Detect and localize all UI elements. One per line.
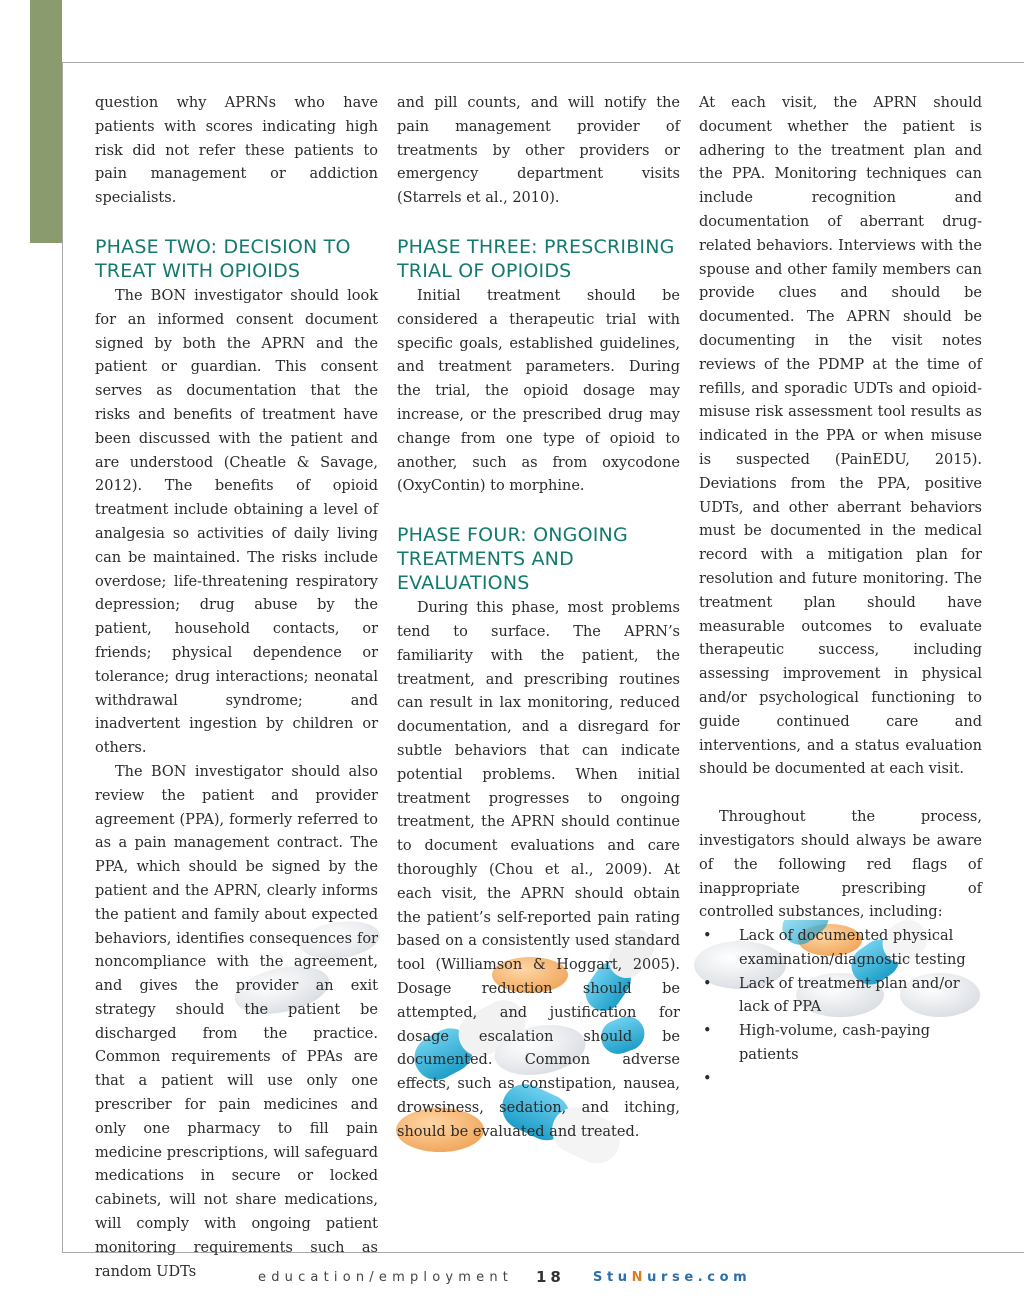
section-color-bar — [30, 0, 62, 243]
column-2 — [397, 92, 680, 1144]
section-heading: PHASE THREE: PRESCRIBING TRIAL OF OPIOIDS — [397, 235, 675, 282]
top-rule — [62, 62, 1024, 63]
page-number: 18 — [536, 1268, 565, 1286]
list-item: • High-volume, cash-paying patients — [699, 1020, 982, 1068]
column-3 — [699, 92, 982, 1087]
paragraph: At each visit, the APRN should document whether the patient is adhering to the treatment plan and the PPA. Monitoring techniques can include recognition and documentation of aberrant drug-related behaviors. Interviews with the spouse and other family members can provide clues and should be documented. The APRN should be documenting in the visit notes reviews of the PDMP at the time of refills, and sporadic UDTs and opioid-misuse risk assessment tool results as indicated in the PPA or when misuse is suspected (PainEDU, 2015). Deviations from the PPA, positive UDTs, and other aberrant behaviors must be documented in the medical record with a mitigation plan for resolution and future monitoring. The treatment plan should have measurable outcomes to evaluate therapeutic success, including assessing improvement in physical and/or psychological functioning to guide continued care and interventions, and a status evaluation should be documented at each visit. — [699, 95, 982, 778]
paragraph: Initial treatment should be considered a therapeutic trial with specific goals, established guidelines, and treatment parameters. During the trial, the opioid dosage may increase, or the prescribed drug may change from one type of opioid to another, such as from oxycodone (OxyContin) to morphine. — [397, 287, 680, 495]
paragraph: The BON investigator should also review the patient and provider agreement (PPA), formerly referred to as a pain management contract. The PPA, which should be signed by the patient and the APRN, clearly informs the patient and family about expected behaviors, identifies consequences for noncompliance with the agreement, and gives the provider an exit strategy should the patient be discharged from the practice. Common requirements of PPAs are that a patient will use only one prescriber for pain medicines and only one pharmacy to fill pain medicine prescriptions, will safeguard medications in secure or locked cabinets, will not share medications, will comply with ongoing patient monitoring requirements such as random UDTs — [95, 763, 378, 1280]
bullet: • — [703, 1023, 712, 1040]
red-flags-list — [699, 925, 982, 1087]
list-item: • Lack of documented physical examination/diagnostic testing — [699, 925, 982, 973]
paragraph: question why APRNs who have patients with scores indicating high risk did not refer these patients to pain management or addiction specialists. — [95, 95, 378, 207]
column-1 — [95, 92, 378, 1284]
footer-brand: StuNurse.com — [593, 1270, 752, 1285]
section-heading: PHASE FOUR: ONGOING TREATMENTS AND EVALUATIONS — [397, 524, 628, 595]
paragraph: The BON investigator should look for an informed consent document signed by both the APRN and the patient or guardian. This consent serves as documentation that the risks and benefits of treatment have been discussed with the patient and are understood (Cheatle & Savage, 2012). The benefits of opioid treatment include obtaining a level of analgesia so activities of daily living can be maintained. The risks include overdose; life-threatening respiratory depression; drug abuse by the patient, household contacts, or friends; physical dependence or tolerance; drug interactions; neonatal withdrawal syndrome; and inadvertent ingestion by children or others. — [95, 287, 378, 757]
paragraph: Throughout the process, investigators should always be aware of the following red flags of inappropriate prescribing of controlled substances, including: — [699, 809, 982, 921]
footer — [0, 1268, 1024, 1290]
paragraph: and pill counts, and will notify the pain management provider of treatments by other providers or emergency department visits (Starrels et al., 2010). — [397, 95, 680, 207]
bullet: • — [703, 928, 712, 945]
section-heading: PHASE TWO: DECISION TO TREAT WITH OPIOIDS — [95, 235, 351, 282]
bullet: • — [703, 1070, 712, 1087]
bullet: • — [703, 975, 712, 992]
paragraph: During this phase, most problems tend to surface. The APRN’s familiarity with the patient, the treatment, and prescribing routines can result in lax monitoring, reduced documentation, and a disregard for subtle behaviors that can indicate potential problems. When initial treatment progresses to ongoing treatment, the APRN should continue to document evaluations and care thoroughly (Chou et al., 2009). At each visit, the APRN should obtain the patient’s self-reported pain rating based on a consistently used standard tool (Williamson & Hoggart, 2005). Dosage reduction should be attempted, and justification for dosage escalation should be documented. Common adverse effects, such as constipation, nausea, drowsiness, sedation, and itching, should be evaluated and treated. — [397, 600, 680, 1140]
left-rule — [62, 62, 63, 1252]
footer-section: education/employment — [258, 1270, 514, 1285]
list-item: • Lack of treatment plan and/or lack of PPA — [699, 973, 982, 1021]
